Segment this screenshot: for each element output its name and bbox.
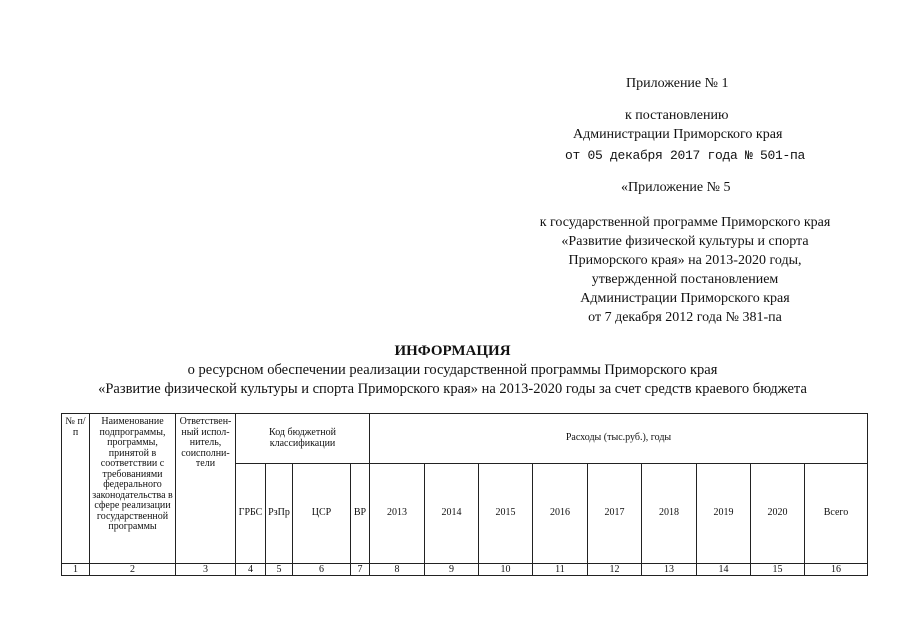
col-header-expenses: Расходы (тыс.руб.), годы xyxy=(370,414,868,464)
to-resolution-label: к постановлению xyxy=(625,108,729,123)
program-line-1: к государственной программе Приморского края xyxy=(539,215,831,230)
col-header-grbs: ГРБС xyxy=(236,464,266,564)
column-number: 9 xyxy=(425,564,479,576)
column-number: 6 xyxy=(293,564,351,576)
col-header-year: 2014 xyxy=(425,464,479,564)
column-number: 11 xyxy=(533,564,588,576)
column-number: 14 xyxy=(697,564,751,576)
col-header-number: № п/п xyxy=(62,414,90,564)
resource-table xyxy=(61,413,868,576)
col-header-year: 2020 xyxy=(751,464,805,564)
column-number: 16 xyxy=(805,564,868,576)
title-line-2: «Развитие физической культуры и спорта Приморского края» на 2013-2020 годы за счет средств краевого бюджета xyxy=(98,381,807,397)
col-header-year: 2017 xyxy=(588,464,642,564)
column-number: 1 xyxy=(62,564,90,576)
col-header-year: 2018 xyxy=(642,464,697,564)
column-number: 2 xyxy=(90,564,176,576)
col-header-year: 2019 xyxy=(697,464,751,564)
col-header-csr: ЦСР xyxy=(293,464,351,564)
appendix-1-label: Приложение № 1 xyxy=(626,76,729,91)
col-header-budget-classification: Код бюджетной классификации xyxy=(236,414,370,464)
header-row-1 xyxy=(62,414,868,464)
column-number: 12 xyxy=(588,564,642,576)
col-header-total: Всего xyxy=(805,464,868,564)
administration-label: Администрации Приморского края xyxy=(573,127,783,142)
program-line-5: Администрации Приморского края xyxy=(580,291,790,306)
col-header-year: 2016 xyxy=(533,464,588,564)
program-line-6: от 7 декабря 2012 года № 381-па xyxy=(588,310,782,325)
program-line-2: «Развитие физической культуры и спорта xyxy=(561,234,809,249)
column-number: 15 xyxy=(751,564,805,576)
column-number: 10 xyxy=(479,564,533,576)
document-title: ИНФОРМАЦИЯ xyxy=(394,343,511,359)
program-line-3: Приморского края» на 2013-2020 годы, xyxy=(568,253,802,268)
column-number: 7 xyxy=(351,564,370,576)
column-number: 5 xyxy=(266,564,293,576)
col-header-vr: ВР xyxy=(351,464,370,564)
column-number-row xyxy=(62,564,868,576)
decree-date: от 05 декабря 2017 года № 501-па xyxy=(565,148,806,163)
col-header-rzpr: РзПр xyxy=(266,464,293,564)
column-number: 3 xyxy=(176,564,236,576)
column-number: 13 xyxy=(642,564,697,576)
program-line-4: утвержденной постановлением xyxy=(591,272,779,287)
column-number: 8 xyxy=(370,564,425,576)
col-header-year: 2013 xyxy=(370,464,425,564)
column-number: 4 xyxy=(236,564,266,576)
col-header-name: Наименование подпрограммы, программы, принятой в соответствии с требованиями федерального законодательства в сфере реализации государственной программы xyxy=(90,414,176,564)
col-header-executor: Ответствен-ный испол-нитель, соисполни-тели xyxy=(176,414,236,564)
appendix-5-label: «Приложение № 5 xyxy=(621,180,731,195)
col-header-year: 2015 xyxy=(479,464,533,564)
title-line-1: о ресурсном обеспечении реализации государственной программы Приморского края xyxy=(187,362,718,378)
